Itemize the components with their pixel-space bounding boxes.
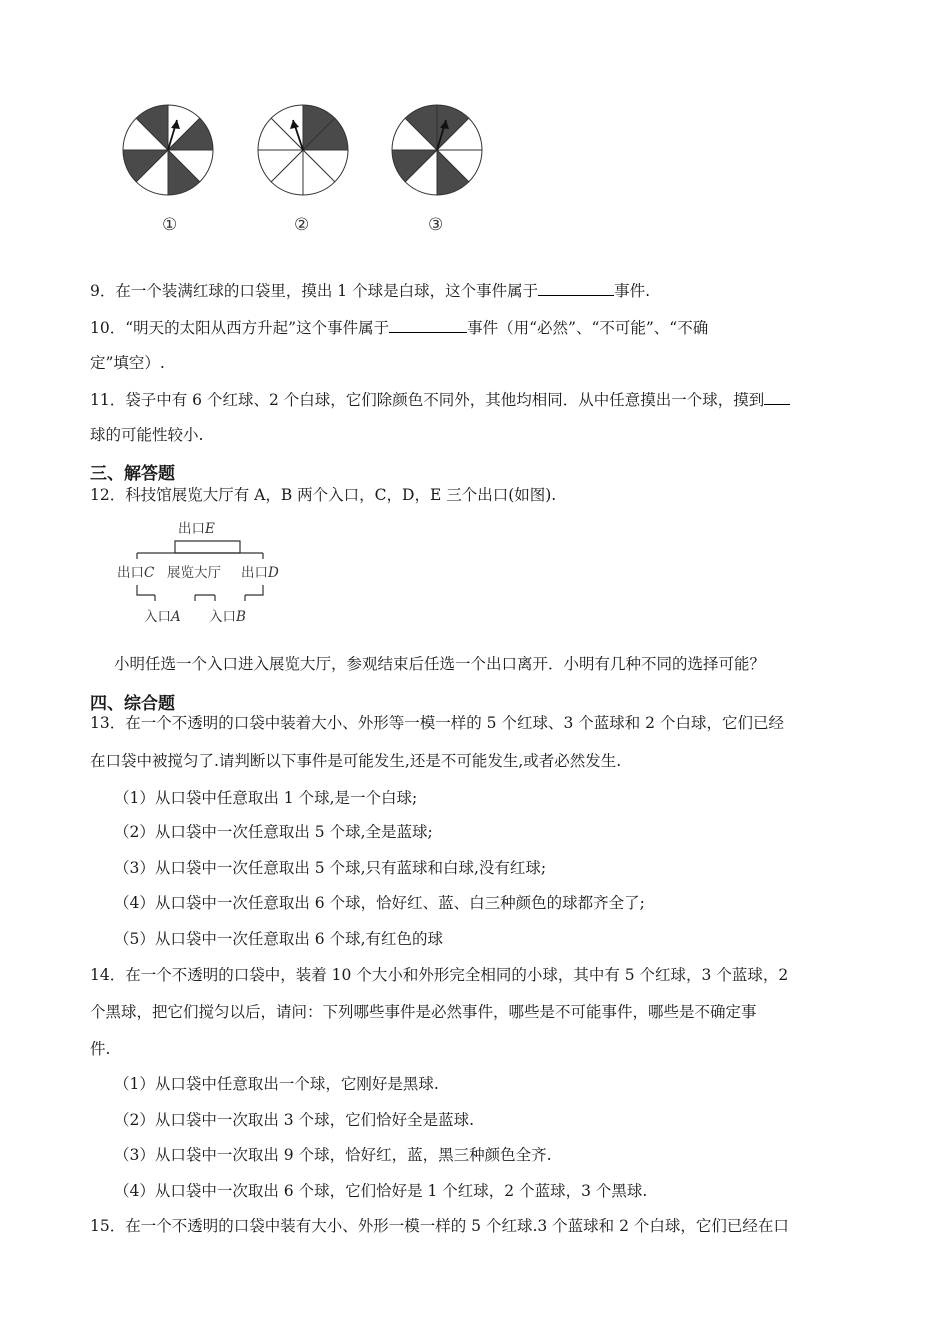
question-13 (90, 713, 784, 733)
entrance-a-label: 入口A (144, 609, 181, 625)
question-10 (90, 317, 708, 338)
question-text: 在一个装满红球的口袋里，摸出 1 个球是白球，这个事件属于 (115, 282, 539, 300)
question-text: 在一个不透明的口袋中装着大小、外形等一模一样的 5 个红球、3 个蓝球和 2 个白球，它们已经 (125, 714, 784, 732)
question-text: “明天的太阳从西方升起”这个事件属于 (125, 319, 390, 337)
question-number: 14． (90, 966, 126, 984)
question-text: 在一个不透明的口袋中，装着 10 个大小和外形完全相同的小球，其中有 5 个红球，3 个蓝球，2 (125, 966, 789, 984)
question-number: 9． (90, 282, 116, 300)
q13-item-2: （2）从口袋中一次任意取出 5 个球,全是蓝球; (114, 823, 433, 841)
answer-blank[interactable] (764, 389, 790, 405)
question-number: 11． (90, 391, 126, 409)
q14-item-2: （2）从口袋中一次取出 3 个球，它们恰好全是蓝球. (114, 1111, 475, 1129)
entrance-b-label: 入口B (209, 609, 246, 625)
question-text-end: 事件. (614, 282, 651, 300)
hall-label: 展览大厅 (167, 565, 221, 581)
spinner-3 (392, 105, 482, 195)
spinner-2 (258, 105, 348, 195)
question-13-line2: 在口袋中被搅匀了.请判断以下事件是可能发生,还是不可能发生,或者必然发生. (90, 752, 622, 770)
q13-item-5: （5）从口袋中一次任意取出 6 个球,有红色的球 (114, 930, 444, 948)
question-14 (90, 965, 788, 985)
spinner-label-1: ① (162, 215, 178, 235)
spinner-1 (123, 105, 213, 195)
question-number: 10． (90, 319, 126, 337)
question-12-prompt: 小明任选一个入口进入展览大厅，参观结束后任选一个出口离开．小明有几种不同的选择可能？ (114, 655, 766, 673)
question-number: 15． (90, 1217, 126, 1235)
spinner-label-2: ② (294, 215, 310, 235)
question-text: 在一个不透明的口袋中装有大小、外形一模一样的 5 个红球.3 个蓝球和 2 个白球，它们已经在口 (125, 1217, 789, 1235)
q13-item-3: （3）从口袋中一次任意取出 5 个球,只有蓝球和白球,没有红球; (114, 859, 547, 877)
section-heading-3: 三、解答题 (90, 464, 175, 484)
question-11 (90, 389, 790, 410)
section-heading-4: 四、综合题 (90, 694, 175, 714)
question-15 (90, 1216, 789, 1236)
q13-item-4: （4）从口袋中一次任意取出 6 个球，恰好红、蓝、白三种颜色的球都齐全了; (114, 894, 645, 912)
question-number: 13． (90, 714, 126, 732)
question-text: 科技馆展览大厅有 A，B 两个入口，C，D，E 三个出口(如图). (125, 486, 557, 504)
question-14-line3: 件. (90, 1040, 111, 1058)
question-text: 袋子中有 6 个红球、2 个白球，它们除颜色不同外，其他均相同．从中任意摸出一个球，摸到 (125, 391, 765, 409)
question-text-end: 事件（用“必然”、“不可能”、“不确 (467, 319, 709, 337)
question-14-line2: 个黑球，把它们搅匀以后，请问：下列哪些事件是必然事件，哪些是不可能事件，哪些是不确定事 (90, 1003, 757, 1021)
question-10-line2: 定”填空）. (90, 354, 165, 372)
exit-e-label: 出口E (178, 521, 215, 537)
answer-blank[interactable] (538, 280, 614, 296)
question-number: 12． (90, 486, 126, 504)
spinner-label-3: ③ (428, 215, 444, 235)
answer-blank[interactable] (389, 317, 467, 333)
exit-c-label: 出口C (117, 565, 155, 581)
question-9 (90, 280, 650, 301)
q14-item-1: （1）从口袋中任意取出一个球，它刚好是黑球. (114, 1075, 439, 1093)
question-11-line2: 球的可能性较小. (90, 426, 204, 444)
exit-d-label: 出口D (241, 565, 279, 581)
q14-item-3: （3）从口袋中一次取出 9 个球，恰好红，蓝，黑三种颜色全齐. (114, 1146, 552, 1164)
q14-item-4: （4）从口袋中一次取出 6 个球，它们恰好是 1 个红球，2 个蓝球，3 个黑球. (114, 1182, 648, 1200)
question-12 (90, 485, 556, 505)
q13-item-1: （1）从口袋中任意取出 1 个球,是一个白球; (114, 789, 418, 807)
